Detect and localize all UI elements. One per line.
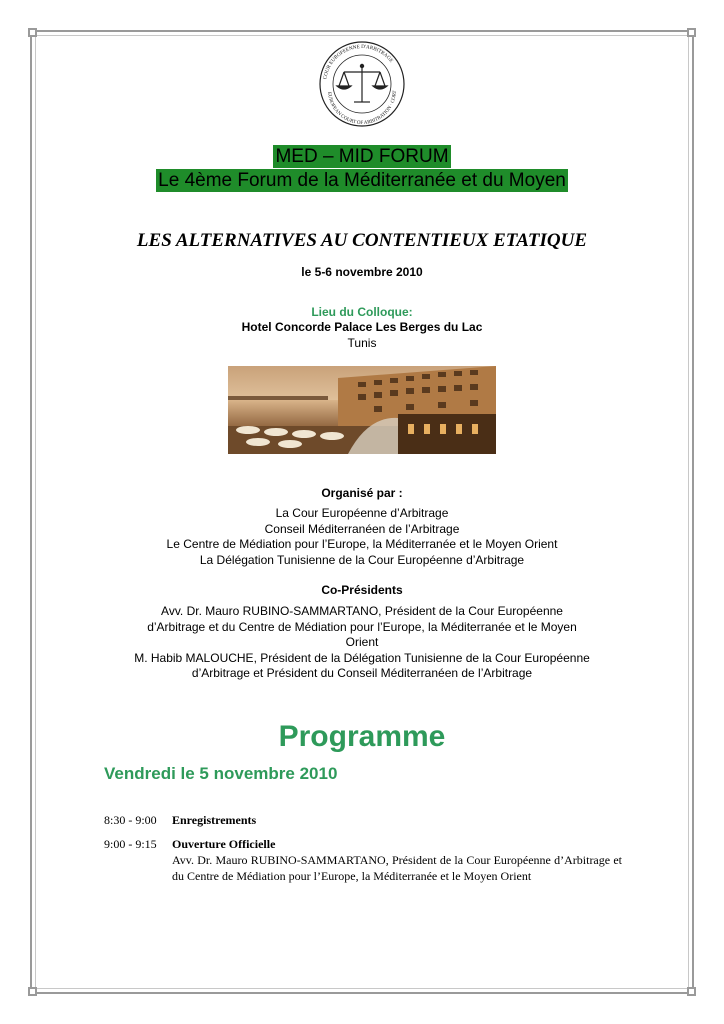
svg-text:COUR EUROPEENNE D'ARBITRAGE (322, 44, 394, 80)
schedule-time: 9:00 - 9:15 (104, 837, 157, 851)
schedule-title: Ouverture Officielle (172, 837, 276, 851)
border-corner-bl (28, 987, 37, 996)
conference-subtitle: LES ALTERNATIVES AU CONTENTIEUX ETATIQUE (136, 230, 588, 251)
venue-city: Tunis (347, 336, 377, 350)
schedule-description: Avv. Dr. Mauro RUBINO-SAMMARTANO, Président de la Cour Européenne d’Arbitrage et du Centre de Médiation pour l’Europe, la Méditerranée et le Moyen Orient (172, 853, 622, 883)
schedule-time: 8:30 - 9:00 (104, 813, 157, 827)
hotel-photo (228, 366, 496, 454)
copresident-line: d’Arbitrage et du Centre de Médiation pour l’Europe, la Méditerranée et le Moyen (147, 619, 577, 634)
copresident-line: M. Habib MALOUCHE, Président de la Délégation Tunisienne de la Cour Européenne (134, 650, 590, 665)
conference-date: le 5-6 novembre 2010 (301, 265, 423, 279)
seal-ring-text-bottom: EUROPEAN COURT OF ARBITRATION · CORT (326, 90, 399, 126)
schedule-title: Enregistrements (172, 813, 257, 827)
programme-day-heading: Vendredi le 5 novembre 2010 (104, 764, 338, 783)
programme-title: Programme (278, 720, 446, 753)
schedule-item (104, 812, 622, 828)
schedule-item (104, 836, 622, 884)
scales-of-justice-icon (337, 64, 387, 102)
copresident-line: Avv. Dr. Mauro RUBINO-SAMMARTANO, Président de la Cour Européenne (161, 604, 563, 618)
organiser-line: La Cour Européenne d’Arbitrage (275, 506, 449, 520)
seal-ring-text-top: COUR EUROPEENNE D'ARBITRAGE (322, 43, 395, 80)
venue-label: Lieu du Colloque: (311, 305, 413, 319)
forum-title-line2: Le 4ème Forum de la Méditerranée et du Moyen (158, 170, 566, 191)
organisers-list (60, 506, 664, 568)
organiser-line: La Délégation Tunisienne de la Cour Européenne d’Arbitrage (199, 552, 525, 567)
border-corner-tl (28, 28, 37, 37)
organiser-line: Conseil Méditerranéen de l’Arbitrage (264, 521, 460, 536)
forum-title-line1: MED – MID FORUM (275, 146, 449, 167)
copresidents-list (60, 604, 664, 682)
court-seal-logo (314, 40, 410, 128)
organisers-heading: Organisé par : (321, 486, 403, 500)
organiser-line: Le Centre de Médiation pour l’Europe, la Méditerranée et le Moyen Orient (166, 537, 558, 551)
venue-hotel: Hotel Concorde Palace Les Berges du Lac (241, 320, 483, 334)
copresidents-heading: Co-Présidents (321, 583, 403, 597)
border-corner-br (687, 987, 696, 996)
copresident-line: Orient (345, 635, 379, 649)
copresident-line: d’Arbitrage et Président du Conseil Méditerranéen de l’Arbitrage (191, 666, 533, 680)
forum-title (60, 145, 664, 192)
border-corner-tr (687, 28, 696, 37)
